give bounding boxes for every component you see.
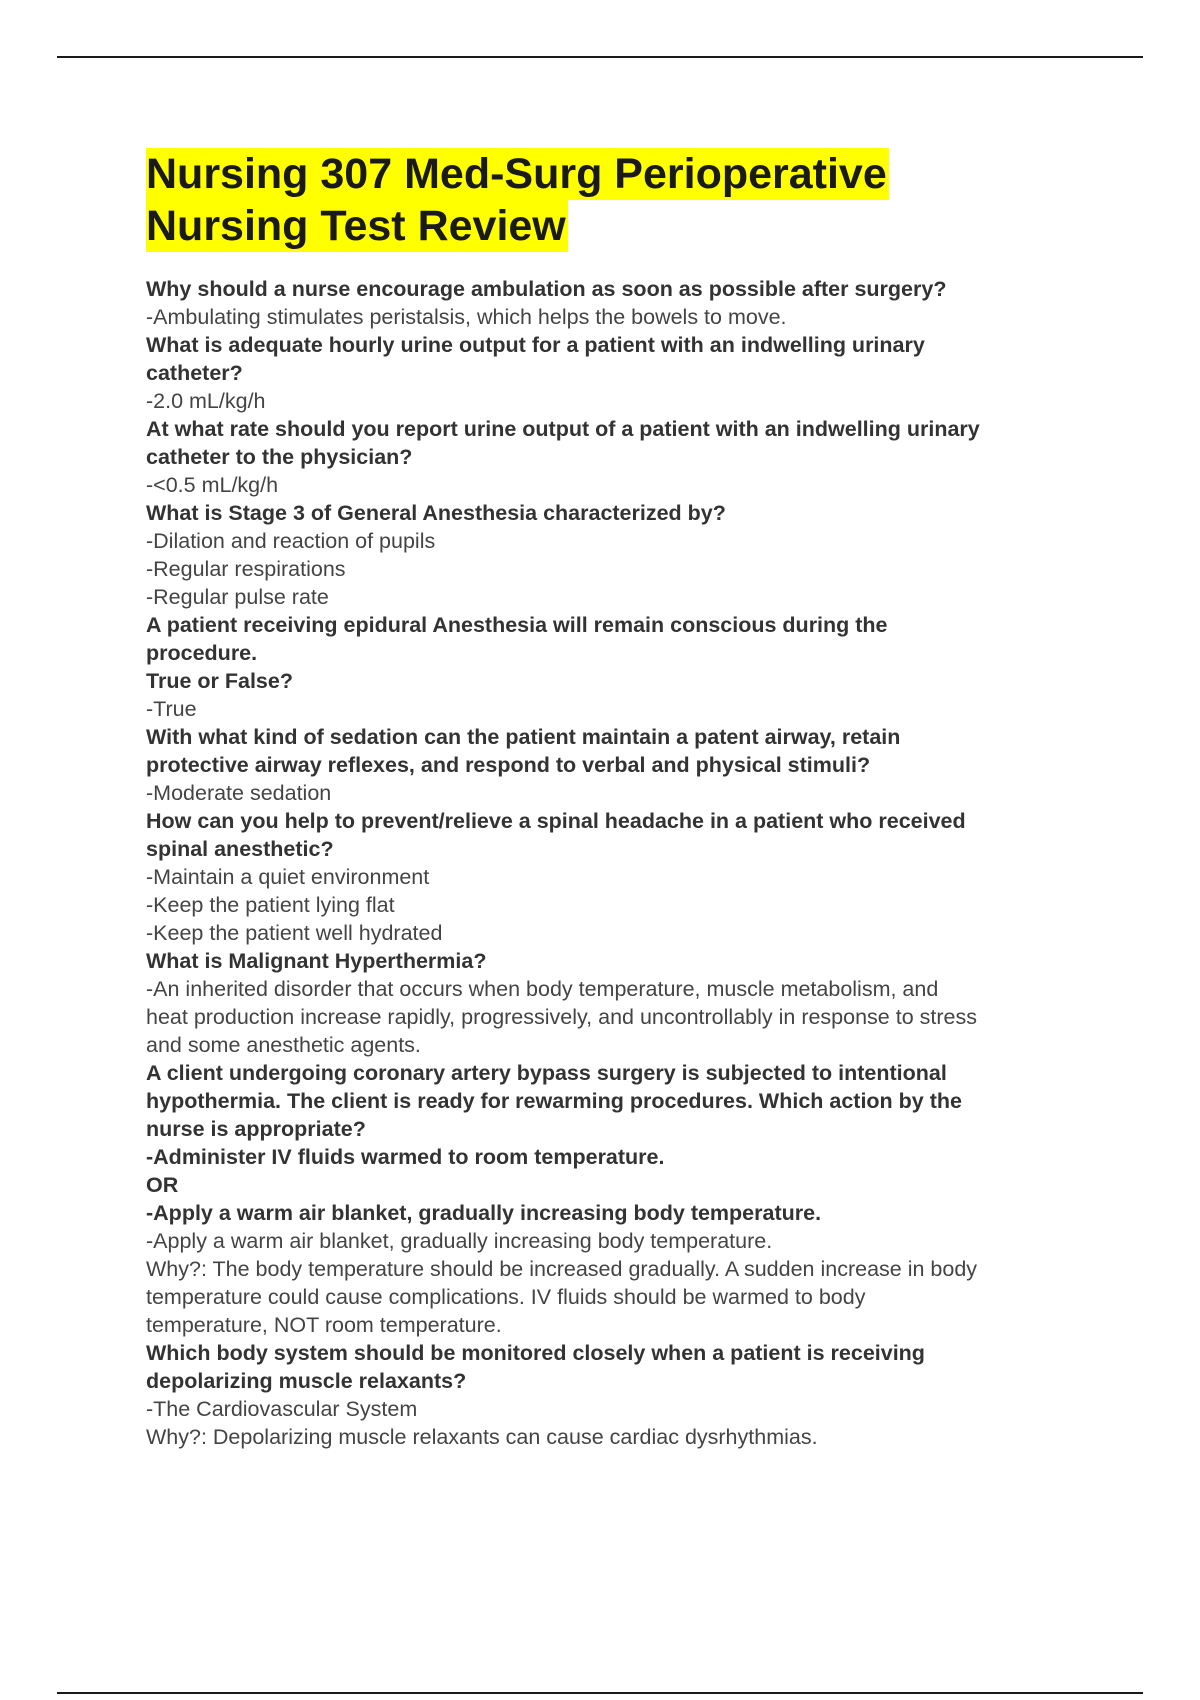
- answer-line: -Maintain a quiet environment: [146, 865, 430, 889]
- answer-line: -Keep the patient lying flat: [146, 893, 395, 917]
- question-line: A client undergoing coronary artery bypass surgery is subjected to intentional: [146, 1061, 947, 1085]
- page-title: [146, 148, 889, 252]
- question-line: At what rate should you report urine output of a patient with an indwelling urinary: [146, 417, 980, 441]
- answer-line: -Keep the patient well hydrated: [146, 921, 443, 945]
- answer-line: -Ambulating stimulates peristalsis, which helps the bowels to move.: [146, 305, 787, 329]
- answer-line: -Apply a warm air blanket, gradually increasing body temperature.: [146, 1229, 773, 1253]
- answer-line: -Regular pulse rate: [146, 585, 329, 609]
- answer-line: -<0.5 mL/kg/h: [146, 473, 279, 497]
- question-line: What is Stage 3 of General Anesthesia characterized by?: [146, 501, 726, 525]
- answer-line: temperature could cause complications. IV fluids should be warmed to body: [146, 1285, 866, 1309]
- answer-line: -The Cardiovascular System: [146, 1397, 418, 1421]
- title-line-1: Nursing 307 Med-Surg Perioperative: [146, 150, 887, 198]
- question-line: How can you help to prevent/relieve a spinal headache in a patient who received: [146, 809, 966, 833]
- answer-line: -2.0 mL/kg/h: [146, 389, 266, 413]
- answer-line: heat production increase rapidly, progressively, and uncontrollably in response to stress: [146, 1005, 977, 1029]
- footer-rule: [57, 1692, 1143, 1694]
- answer-line: -Moderate sedation: [146, 781, 332, 805]
- question-line: Which body system should be monitored closely when a patient is receiving: [146, 1341, 925, 1365]
- answer-line: -Dilation and reaction of pupils: [146, 529, 436, 553]
- answer-line: -True: [146, 697, 197, 721]
- title-line-2: Nursing Test Review: [146, 202, 566, 250]
- question-line: catheter?: [146, 361, 243, 385]
- question-line: What is Malignant Hyperthermia?: [146, 949, 487, 973]
- question-line: OR: [146, 1173, 179, 1197]
- question-line: A patient receiving epidural Anesthesia will remain conscious during the: [146, 613, 888, 637]
- question-line: True or False?: [146, 669, 293, 693]
- question-line: Why should a nurse encourage ambulation as soon as possible after surgery?: [146, 277, 947, 301]
- question-line: catheter to the physician?: [146, 445, 413, 469]
- question-line: spinal anesthetic?: [146, 837, 334, 861]
- answer-line: and some anesthetic agents.: [146, 1033, 421, 1057]
- answer-line: Why?: Depolarizing muscle relaxants can cause cardiac dysrhythmias.: [146, 1425, 818, 1449]
- answer-line: -An inherited disorder that occurs when body temperature, muscle metabolism, and: [146, 977, 939, 1001]
- header-rule: [57, 56, 1143, 58]
- question-line: nurse is appropriate?: [146, 1117, 366, 1141]
- question-line: protective airway reflexes, and respond to verbal and physical stimuli?: [146, 753, 871, 777]
- question-line: With what kind of sedation can the patient maintain a patent airway, retain: [146, 725, 901, 749]
- answer-line: Why?: The body temperature should be increased gradually. A sudden increase in body: [146, 1257, 978, 1281]
- answer-line: -Regular respirations: [146, 557, 346, 581]
- question-line: -Administer IV fluids warmed to room temperature.: [146, 1145, 665, 1169]
- question-line: hypothermia. The client is ready for rewarming procedures. Which action by the: [146, 1089, 962, 1113]
- qa-content: [146, 275, 1096, 1451]
- question-line: procedure.: [146, 641, 258, 665]
- question-line: depolarizing muscle relaxants?: [146, 1369, 467, 1393]
- answer-line: temperature, NOT room temperature.: [146, 1313, 502, 1337]
- question-line: -Apply a warm air blanket, gradually increasing body temperature.: [146, 1201, 822, 1225]
- question-line: What is adequate hourly urine output for a patient with an indwelling urinary: [146, 333, 925, 357]
